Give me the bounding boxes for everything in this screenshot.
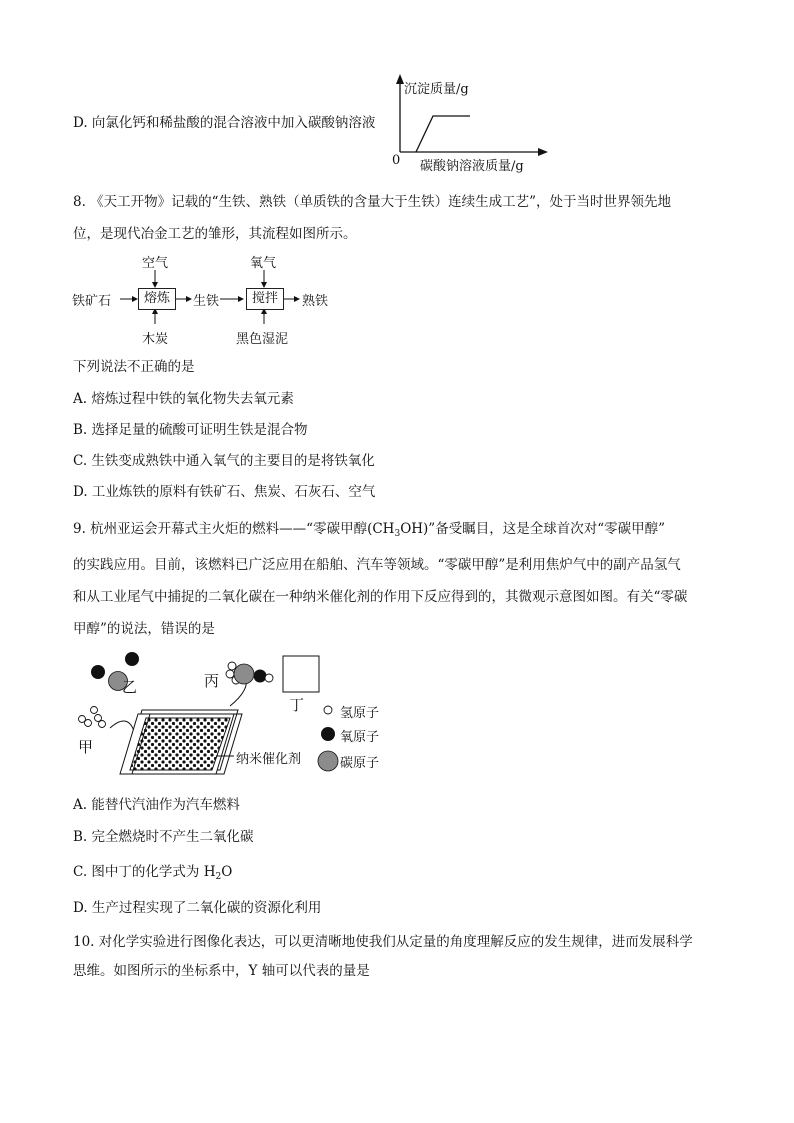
q9-stem-line4: 甲醇”的说法，错误的是 bbox=[73, 621, 215, 637]
q7-graph-origin: 0 bbox=[392, 153, 401, 168]
methanol-formula bbox=[367, 521, 428, 537]
y-axis-arrow bbox=[396, 74, 404, 84]
q8-stem-line1: 8. 《天工开物》记载的“生铁、熟铁（单质铁的含量大于生铁）连续生成工艺”，处于当时世界领先地 bbox=[73, 194, 671, 210]
methanol-h bbox=[228, 662, 236, 670]
flow-output: 熟铁 bbox=[302, 294, 329, 309]
q7-graph-ylabel: 沉淀质量/g bbox=[404, 82, 469, 97]
q8-option-b: B. 选择足量的硫酸可证明生铁是混合物 bbox=[73, 422, 308, 438]
methanol-h bbox=[226, 670, 234, 678]
q8-stem-line2: 位，是现代冶金工艺的雏形，其流程如图所示。 bbox=[73, 226, 357, 242]
ding-box bbox=[283, 656, 319, 692]
flow-step2-top: 氧气 bbox=[250, 256, 277, 271]
q9-stem-line1-a: 9. 杭州亚运会开幕式主火炬的燃料——“零碳甲醇 bbox=[73, 521, 368, 537]
q9-stem-line2: 的实践应用。目前，该燃料已广泛应用在船舶、汽车等领域。“零碳甲醇”是利用焦炉气中的副产品氢气 bbox=[73, 557, 681, 573]
q9-option-c-sub: 2 bbox=[215, 872, 222, 882]
flow-step2-bottom: 黑色湿泥 bbox=[236, 332, 289, 347]
legend-oxygen-icon bbox=[321, 727, 335, 741]
q10-stem-line2: 思维。如图所示的坐标系中，Y 轴可以代表的量是 bbox=[73, 963, 370, 979]
formula-post: OH) bbox=[400, 521, 429, 537]
q9-option-c-post: O bbox=[221, 864, 233, 880]
methanol-h bbox=[265, 674, 273, 682]
flow-step-stir: 搅拌 bbox=[246, 288, 284, 310]
q7-graph-xlabel: 碳酸钠溶液质量/g bbox=[420, 159, 524, 174]
label-yi: 乙 bbox=[122, 678, 138, 696]
h-atom bbox=[85, 720, 92, 727]
q9-option-c-pre: C. 图中丁的化学式为 H bbox=[73, 864, 216, 880]
q9-stem-line1-b: ”备受瞩目，这是全球首次对“零碳甲醇” bbox=[428, 521, 666, 537]
label-ding: 丁 bbox=[289, 696, 305, 714]
q9-option-d: D. 生产过程实现了二氧化碳的资源化利用 bbox=[73, 900, 322, 916]
q8-option-c: C. 生铁变成熟铁中通入氧气的主要目的是将铁氧化 bbox=[73, 453, 375, 469]
label-bing: 丙 bbox=[204, 672, 220, 690]
flow-step1-bottom: 木炭 bbox=[142, 332, 169, 347]
h-atom bbox=[91, 707, 98, 714]
legend-hydrogen-icon bbox=[324, 706, 332, 714]
h-atom bbox=[99, 721, 106, 728]
q9-option-b: B. 完全燃烧时不产生二氧化碳 bbox=[73, 829, 254, 845]
legend-oxygen: 氧原子 bbox=[340, 730, 380, 745]
q9-stem-line1 bbox=[73, 520, 665, 543]
methanol-oxygen bbox=[254, 670, 267, 683]
co2-oxygen-left bbox=[91, 665, 105, 679]
co2-oxygen-right bbox=[125, 652, 139, 666]
flow-step1-top: 空气 bbox=[142, 256, 169, 271]
q8-option-a: A. 熔炼过程中铁的氧化物失去氧元素 bbox=[73, 391, 294, 407]
methanol-carbon bbox=[234, 664, 254, 684]
q10-stem-line1: 10. 对化学实验进行图像化表达，可以更清晰地使我们从定量的角度理解反应的发生规律，进而发展科学 bbox=[73, 934, 693, 950]
q8-prompt: 下列说法不正确的是 bbox=[73, 359, 195, 375]
q8-option-d: D. 工业炼铁的原料有铁矿石、焦炭、石灰石、空气 bbox=[73, 484, 376, 500]
label-jia: 甲 bbox=[78, 738, 94, 756]
flow-step-smelt: 熔炼 bbox=[138, 288, 176, 310]
catalyst-plate-front bbox=[130, 718, 230, 770]
legend-carbon-icon bbox=[318, 751, 338, 771]
catalyst-label: 纳米催化剂 bbox=[236, 752, 302, 767]
formula-pre: (CH bbox=[367, 521, 395, 537]
flow-input: 铁矿石 bbox=[72, 294, 112, 309]
q7-option-d: D. 向氯化钙和稀盐酸的混合溶液中加入碳酸钠溶液 bbox=[73, 115, 376, 131]
legend-hydrogen: 氢原子 bbox=[340, 706, 380, 721]
q9-option-c bbox=[73, 863, 232, 886]
q9-stem-line3: 和从工业尾气中捕捉的二氧化碳在一种纳米催化剂的作用下反应得到的，其微观示意图如图。有关“零碳 bbox=[73, 589, 688, 605]
legend-carbon: 碳原子 bbox=[340, 756, 380, 771]
flow-middle: 生铁 bbox=[193, 294, 220, 309]
q9-option-a: A. 能替代汽油作为汽车燃料 bbox=[73, 797, 240, 813]
formula-sub: 3 bbox=[394, 529, 401, 539]
precipitate-curve bbox=[416, 116, 470, 152]
x-axis-arrow bbox=[538, 148, 548, 156]
